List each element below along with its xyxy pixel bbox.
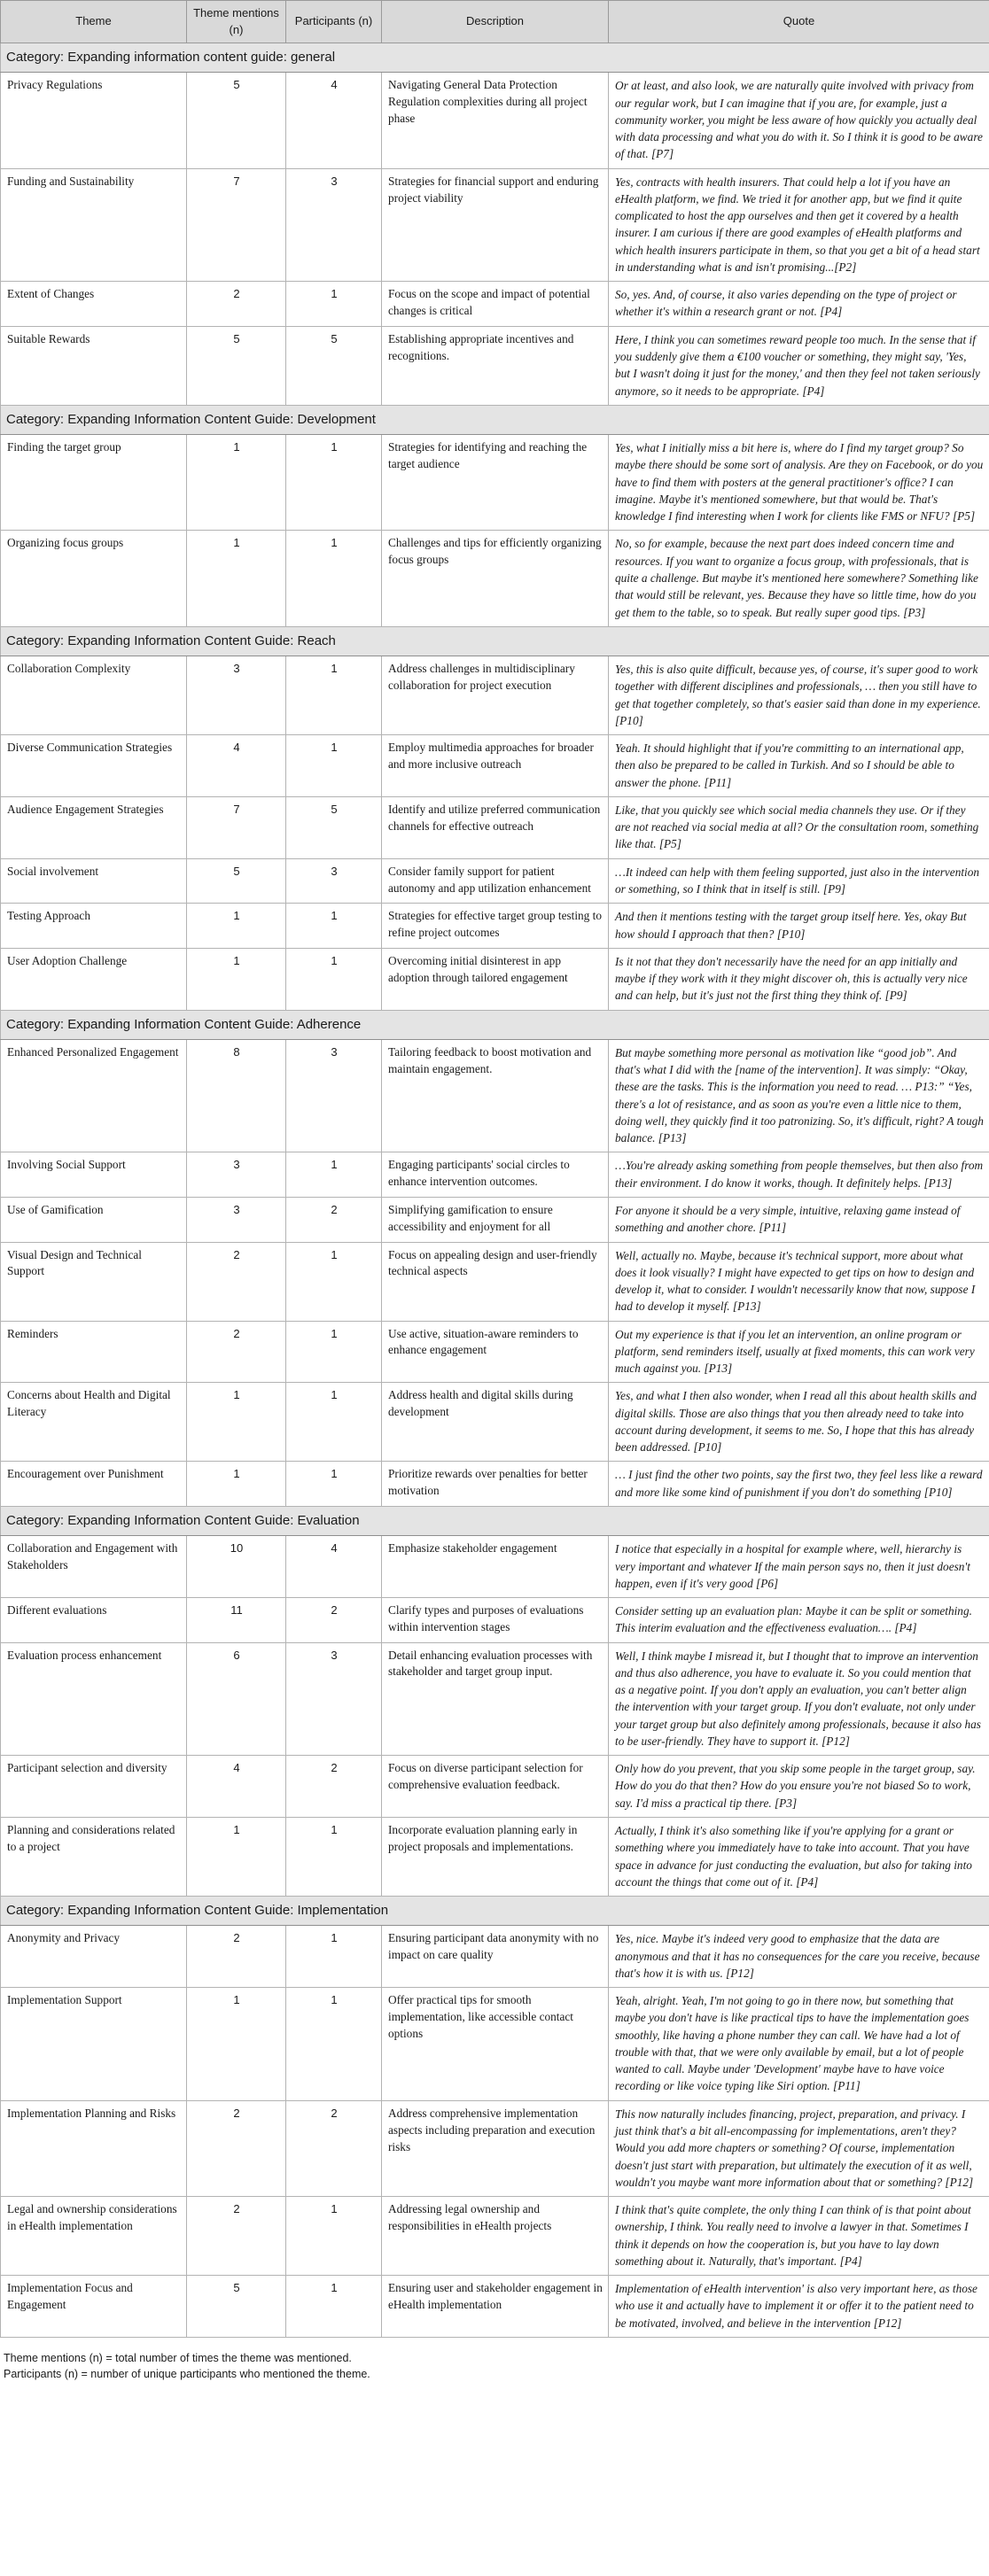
quote-cell: …You're already asking something from people themselves, but then also from their environment. I do know it works, though. It definitely helps. [P13] — [609, 1152, 989, 1198]
mentions-cell: 4 — [187, 1756, 286, 1818]
category-row — [1, 1010, 989, 1039]
description-cell: Challenges and tips for efficiently organizing focus groups — [382, 531, 609, 626]
header-row — [1, 1, 989, 43]
theme-cell: Finding the target group — [1, 435, 187, 531]
theme-cell: Reminders — [1, 1321, 187, 1383]
table-row — [1, 531, 989, 626]
mentions-cell: 1 — [187, 1818, 286, 1897]
description-cell: Focus on diverse participant selection for comprehensive evaluation feedback. — [382, 1756, 609, 1818]
description-cell: Strategies for identifying and reaching the target audience — [382, 435, 609, 531]
quote-cell: Yes, this is also quite difficult, because yes, of course, it's super good to work together with different disciplines and professionals, … then you still have to get that together completely, so that's easier said than done in my experience. [P10] — [609, 656, 989, 735]
theme-cell: Concerns about Health and Digital Literacy — [1, 1383, 187, 1462]
mentions-cell: 7 — [187, 796, 286, 858]
theme-cell: Implementation Focus and Engagement — [1, 2276, 187, 2338]
mentions-cell: 2 — [187, 1926, 286, 1988]
mentions-cell: 1 — [187, 531, 286, 626]
table-row — [1, 326, 989, 405]
table-row — [1, 435, 989, 531]
description-cell: Detail enhancing evaluation processes with stakeholder and target group input. — [382, 1642, 609, 1756]
table-row — [1, 73, 989, 168]
participants-cell: 1 — [286, 435, 382, 531]
description-cell: Use active, situation-aware reminders to enhance engagement — [382, 1321, 609, 1383]
quote-cell: Yeah, alright. Yeah, I'm not going to go in there now, but something that maybe you don't have is like practical tips to have the implementation goes smoothly, like having a phone number they can call. We have had a lot of trouble with that, that we were only available by email, but a lot of people wanted to call. Maybe under 'Development' maybe have to have voice recording or like voice typing like Siri option. [P11] — [609, 1988, 989, 2101]
category-row — [1, 1506, 989, 1535]
mentions-cell: 1 — [187, 904, 286, 949]
category-row — [1, 405, 989, 434]
theme-cell: Suitable Rewards — [1, 326, 187, 405]
description-cell: Ensuring user and stakeholder engagement in eHealth implementation — [382, 2276, 609, 2338]
participants-cell: 2 — [286, 2100, 382, 2196]
mentions-cell: 10 — [187, 1536, 286, 1598]
mentions-cell: 5 — [187, 2276, 286, 2338]
quote-cell: … I just find the other two points, say the first two, they feel less like a reward and more like some kind of punishment if you don't do something [P10] — [609, 1462, 989, 1507]
description-cell: Address comprehensive implementation aspects including preparation and execution risks — [382, 2100, 609, 2196]
footnote-participants: Participants (n) = number of unique participants who mentioned the theme. — [4, 2368, 370, 2381]
table-row — [1, 1642, 989, 1756]
table-row — [1, 1536, 989, 1598]
mentions-cell: 8 — [187, 1039, 286, 1152]
description-cell: Addressing legal ownership and responsibilities in eHealth projects — [382, 2197, 609, 2276]
table-row — [1, 1988, 989, 2101]
description-cell: Tailoring feedback to boost motivation and maintain engagement. — [382, 1039, 609, 1152]
theme-cell: Extent of Changes — [1, 282, 187, 327]
participants-cell: 3 — [286, 1039, 382, 1152]
participants-cell: 2 — [286, 1756, 382, 1818]
description-cell: Focus on the scope and impact of potential changes is critical — [382, 282, 609, 327]
mentions-cell: 7 — [187, 168, 286, 282]
table-row — [1, 735, 989, 797]
participants-cell: 4 — [286, 73, 382, 168]
participants-cell: 1 — [286, 1152, 382, 1198]
theme-cell: Social involvement — [1, 858, 187, 904]
quote-cell: Here, I think you can sometimes reward people too much. In the sense that if you suddenly give them a €100 voucher or something, they might say, 'Yes, but I wasn't doing it just for the money,' and then they feel not taken seriously anymore, so it needs to be appropriate. [P4] — [609, 326, 989, 405]
mentions-cell: 3 — [187, 656, 286, 735]
participants-cell: 3 — [286, 858, 382, 904]
quote-cell: Or at least, and also look, we are naturally quite involved with privacy from our regular work, but I can imagine that if you are, for example, just a community worker, you might be less aware of how quickly you actually deal with data processing and what you do with it. So I think it is good to be aware of that. [P7] — [609, 73, 989, 168]
description-cell: Identify and utilize preferred communication channels for effective outreach — [382, 796, 609, 858]
participants-cell: 1 — [286, 1818, 382, 1897]
description-cell: Address challenges in multidisciplinary collaboration for project execution — [382, 656, 609, 735]
table-row — [1, 2100, 989, 2196]
theme-cell: Collaboration Complexity — [1, 656, 187, 735]
quote-cell: So, yes. And, of course, it also varies depending on the type of project or whether it's within a research grant or not. [P4] — [609, 282, 989, 327]
participants-cell: 1 — [286, 948, 382, 1010]
theme-cell: Implementation Planning and Risks — [1, 2100, 187, 2196]
theme-cell: Implementation Support — [1, 1988, 187, 2101]
participants-cell: 1 — [286, 1321, 382, 1383]
theme-cell: Planning and considerations related to a project — [1, 1818, 187, 1897]
description-cell: Clarify types and purposes of evaluations within intervention stages — [382, 1598, 609, 1643]
description-cell: Simplifying gamification to ensure accessibility and enjoyment for all — [382, 1198, 609, 1243]
description-cell: Emphasize stakeholder engagement — [382, 1536, 609, 1598]
mentions-cell: 2 — [187, 282, 286, 327]
quote-cell: No, so for example, because the next part does indeed concern time and resources. If you want to organize a focus group, with professionals, that is quite a challenge. But maybe it's mentioned here somewhere? Something like that would still be relevant, yes. Because they have so little time, how do you get them to the table, so to speak. But really super good tips. [P3] — [609, 531, 989, 626]
quote-cell: …It indeed can help with them feeling supported, just also in the intervention or something, so I think that in itself is still. [P9] — [609, 858, 989, 904]
theme-cell: Anonymity and Privacy — [1, 1926, 187, 1988]
category-row — [1, 1897, 989, 1926]
category-label: Category: Expanding Information Content Guide: Adherence — [1, 1010, 989, 1039]
mentions-cell: 1 — [187, 1988, 286, 2101]
table-row — [1, 2276, 989, 2338]
participants-cell: 1 — [286, 1383, 382, 1462]
description-cell: Address health and digital skills during development — [382, 1383, 609, 1462]
description-cell: Ensuring participant data anonymity with no impact on care quality — [382, 1926, 609, 1988]
theme-cell: Privacy Regulations — [1, 73, 187, 168]
table-row — [1, 2197, 989, 2276]
footnotes — [0, 2338, 989, 2382]
table-row — [1, 1242, 989, 1321]
theme-cell: Diverse Communication Strategies — [1, 735, 187, 797]
mentions-cell: 5 — [187, 73, 286, 168]
quote-cell: Yeah. It should highlight that if you're committing to an international app, then also be prepared to be called in Turkish. And so I should be able to answer the phone. [P11] — [609, 735, 989, 797]
participants-cell: 3 — [286, 168, 382, 282]
participants-cell: 1 — [286, 656, 382, 735]
participants-cell: 3 — [286, 1642, 382, 1756]
theme-cell: Audience Engagement Strategies — [1, 796, 187, 858]
description-cell: Incorporate evaluation planning early in project proposals and implementations. — [382, 1818, 609, 1897]
theme-cell: Collaboration and Engagement with Stakeholders — [1, 1536, 187, 1598]
table-row — [1, 168, 989, 282]
table-row — [1, 1818, 989, 1897]
participants-cell: 1 — [286, 531, 382, 626]
quote-cell: This now naturally includes financing, project, preparation, and privacy. I just think that's a bit all-encompassing for implementations, aren't they? Would you add more chapters or something? Of course, implementation doesn't just start with preparation, but ultimately the execution of it as well, wouldn't you maybe want more information about that or something? [P12] — [609, 2100, 989, 2196]
participants-cell: 5 — [286, 796, 382, 858]
mentions-cell: 3 — [187, 1152, 286, 1198]
quote-cell: Is it not that they don't necessarily have the need for an app initially and maybe if they work with it they might discover oh, this is actually very nice and can help, but it's just not the first thing they think of. [P9] — [609, 948, 989, 1010]
table-row — [1, 1039, 989, 1152]
mentions-cell: 2 — [187, 2197, 286, 2276]
mentions-cell: 4 — [187, 735, 286, 797]
table-row — [1, 948, 989, 1010]
participants-cell: 1 — [286, 735, 382, 797]
quote-cell: Like, that you quickly see which social media channels they use. Or if they are not reached via social media at all? Or the consultation room, something like that. [P5] — [609, 796, 989, 858]
theme-cell: Organizing focus groups — [1, 531, 187, 626]
quote-cell: Consider setting up an evaluation plan: Maybe it can be split or something. This interim evaluation and the effectiveness evaluation…. [P4] — [609, 1598, 989, 1643]
description-cell: Employ multimedia approaches for broader and more inclusive outreach — [382, 735, 609, 797]
description-cell: Consider family support for patient autonomy and app utilization enhancement — [382, 858, 609, 904]
table-row — [1, 858, 989, 904]
quote-cell: Well, I think maybe I misread it, but I thought that to improve an intervention and thus also adherence, you have to evaluate it. So you could mention that as a negative point. If you don't apply an evaluation, you can't better align the intervention with your target group. If you don't evaluate, not only under your target group but also definitely among professionals, because it also has to be user-friendly. They have to support it. [P12] — [609, 1642, 989, 1756]
quote-cell: Yes, nice. Maybe it's indeed very good to emphasize that the data are anonymous and that it has no consequences for the care you receive, because that's how it is with us. [P12] — [609, 1926, 989, 1988]
theme-cell: Enhanced Personalized Engagement — [1, 1039, 187, 1152]
participants-cell: 1 — [286, 2276, 382, 2338]
participants-cell: 1 — [286, 1242, 382, 1321]
table-body — [1, 43, 989, 2338]
theme-cell: Involving Social Support — [1, 1152, 187, 1198]
theme-cell: Visual Design and Technical Support — [1, 1242, 187, 1321]
quote-cell: Implementation of eHealth intervention' is also very important here, as those who use it and actually have to implement it or offer it to the patient need to be motivated, involved, and believe in the intervention [P12] — [609, 2276, 989, 2338]
description-cell: Prioritize rewards over penalties for better motivation — [382, 1462, 609, 1507]
participants-cell: 4 — [286, 1536, 382, 1598]
description-cell: Focus on appealing design and user-friendly technical aspects — [382, 1242, 609, 1321]
mentions-cell: 2 — [187, 1321, 286, 1383]
mentions-cell: 5 — [187, 326, 286, 405]
header-theme: Theme — [1, 1, 187, 43]
mentions-cell: 1 — [187, 948, 286, 1010]
quote-cell: Yes, what I initially miss a bit here is, where do I find my target group? So maybe there should be some sort of analysis. Are they on Facebook, or do you have to find them with posters at the general practitioner's office? I can imagine. Maybe it's mentioned somewhere, but that would be. That's knowledge I find interesting when I work for clients like FMS or NFU? [P5] — [609, 435, 989, 531]
quote-cell: Out my experience is that if you let an intervention, an online program or platform, send reminders itself, usually at fixed moments, this can work very much against you. [P13] — [609, 1321, 989, 1383]
mentions-cell: 2 — [187, 1242, 286, 1321]
theme-cell: Different evaluations — [1, 1598, 187, 1643]
participants-cell: 1 — [286, 282, 382, 327]
mentions-cell: 11 — [187, 1598, 286, 1643]
participants-cell: 1 — [286, 904, 382, 949]
quote-cell: I think that's quite complete, the only thing I can think of is that point about ownership, I think. You really need to involve a lawyer in that. Sometimes I think it depends on how the cooperation is, but you have to lay down something about it. Naturally, that's important. [P4] — [609, 2197, 989, 2276]
theme-cell: Encouragement over Punishment — [1, 1462, 187, 1507]
table-row — [1, 1462, 989, 1507]
mentions-cell: 1 — [187, 435, 286, 531]
description-cell: Strategies for financial support and enduring project viability — [382, 168, 609, 282]
header-description: Description — [382, 1, 609, 43]
quote-cell: Well, actually no. Maybe, because it's technical support, more about what does it look visually? I might have expected to get tips on how to design and develop it, what to consider. I wouldn't necessarily know that now, suppose I had to develop it myself. [P13] — [609, 1242, 989, 1321]
mentions-cell: 2 — [187, 2100, 286, 2196]
table-row — [1, 1198, 989, 1243]
participants-cell: 2 — [286, 1198, 382, 1243]
mentions-cell: 1 — [187, 1383, 286, 1462]
footnote-mentions: Theme mentions (n) = total number of times the theme was mentioned. — [4, 2351, 352, 2364]
table-row — [1, 1756, 989, 1818]
category-label: Category: Expanding Information Content Guide: Evaluation — [1, 1506, 989, 1535]
participants-cell: 1 — [286, 1462, 382, 1507]
participants-cell: 5 — [286, 326, 382, 405]
description-cell: Overcoming initial disinterest in app adoption through tailored engagement — [382, 948, 609, 1010]
table-row — [1, 1926, 989, 1988]
description-cell: Navigating General Data Protection Regulation complexities during all project phase — [382, 73, 609, 168]
description-cell: Strategies for effective target group testing to refine project outcomes — [382, 904, 609, 949]
quote-cell: Only how do you prevent, that you skip some people in the target group, say. How do you do that then? How do you ensure you're not biased So to work, say. I'd miss a practical tip there. [P3] — [609, 1756, 989, 1818]
table-row — [1, 796, 989, 858]
theme-cell: Testing Approach — [1, 904, 187, 949]
mentions-cell: 3 — [187, 1198, 286, 1243]
header-quote: Quote — [609, 1, 989, 43]
table-row — [1, 1152, 989, 1198]
table-row — [1, 1321, 989, 1383]
header-mentions: Theme mentions (n) — [187, 1, 286, 43]
table-row — [1, 282, 989, 327]
mentions-cell: 6 — [187, 1642, 286, 1756]
category-row — [1, 626, 989, 656]
quote-cell: Actually, I think it's also something like if you're applying for a grant or something where you immediately have to take into account. That you have space in advance for just conducting the evaluation, but also for taking into account the things that come out of it. [P4] — [609, 1818, 989, 1897]
description-cell: Engaging participants' social circles to enhance intervention outcomes. — [382, 1152, 609, 1198]
table-header — [1, 1, 989, 43]
quote-cell: But maybe something more personal as motivation like “good job”. And that's what I did with the [name of the intervention]. It was simply: “Okay, these are the tasks. This is the information you need to read. … P13:” “Yes, there's a lot of resistance, and as soon as you're even a little nice to them, doing well, they quickly find it too patronizing. So, it's difficult, right? A tough balance. [P13] — [609, 1039, 989, 1152]
quote-cell: Yes, and what I then also wonder, when I read all this about health skills and digital skills. Those are also things that you then already need to take into account during development, it seems to me. So, I hope that this has already been addressed. [P10] — [609, 1383, 989, 1462]
category-row — [1, 43, 989, 73]
table-row — [1, 1383, 989, 1462]
theme-cell: Participant selection and diversity — [1, 1756, 187, 1818]
quote-cell: And then it mentions testing with the target group itself here. Yes, okay But how should I approach that then? [P10] — [609, 904, 989, 949]
description-cell: Offer practical tips for smooth implementation, like accessible contact options — [382, 1988, 609, 2101]
participants-cell: 1 — [286, 1988, 382, 2101]
theme-cell: Legal and ownership considerations in eHealth implementation — [1, 2197, 187, 2276]
table-row — [1, 1598, 989, 1643]
category-label: Category: Expanding information content guide: general — [1, 43, 989, 73]
category-label: Category: Expanding Information Content Guide: Development — [1, 405, 989, 434]
mentions-cell: 5 — [187, 858, 286, 904]
quote-cell: I notice that especially in a hospital for example where, well, hierarchy is very important and whatever If the main person says no, then it just doesn't happen, even if it's very good [P6] — [609, 1536, 989, 1598]
quote-cell: Yes, contracts with health insurers. That could help a lot if you have an eHealth platform, we find. We tried it for another app, but we find it quite complicated to host the app ourselves and then get it covered by a health insurer. I am curious if there are good examples of eHealth platforms and which health insurers participate in them, so that you get a bit of a head start in understanding what is and isn't promising...[P2] — [609, 168, 989, 282]
theme-cell: User Adoption Challenge — [1, 948, 187, 1010]
theme-cell: Evaluation process enhancement — [1, 1642, 187, 1756]
participants-cell: 1 — [286, 1926, 382, 1988]
table-row — [1, 904, 989, 949]
theme-cell: Funding and Sustainability — [1, 168, 187, 282]
category-label: Category: Expanding Information Content Guide: Implementation — [1, 1897, 989, 1926]
participants-cell: 2 — [286, 1598, 382, 1643]
participants-cell: 1 — [286, 2197, 382, 2276]
theme-cell: Use of Gamification — [1, 1198, 187, 1243]
header-participants: Participants (n) — [286, 1, 382, 43]
quote-cell: For anyone it should be a very simple, intuitive, relaxing game instead of something and another chore. [P11] — [609, 1198, 989, 1243]
table-row — [1, 656, 989, 735]
description-cell: Establishing appropriate incentives and recognitions. — [382, 326, 609, 405]
category-label: Category: Expanding Information Content Guide: Reach — [1, 626, 989, 656]
mentions-cell: 1 — [187, 1462, 286, 1507]
